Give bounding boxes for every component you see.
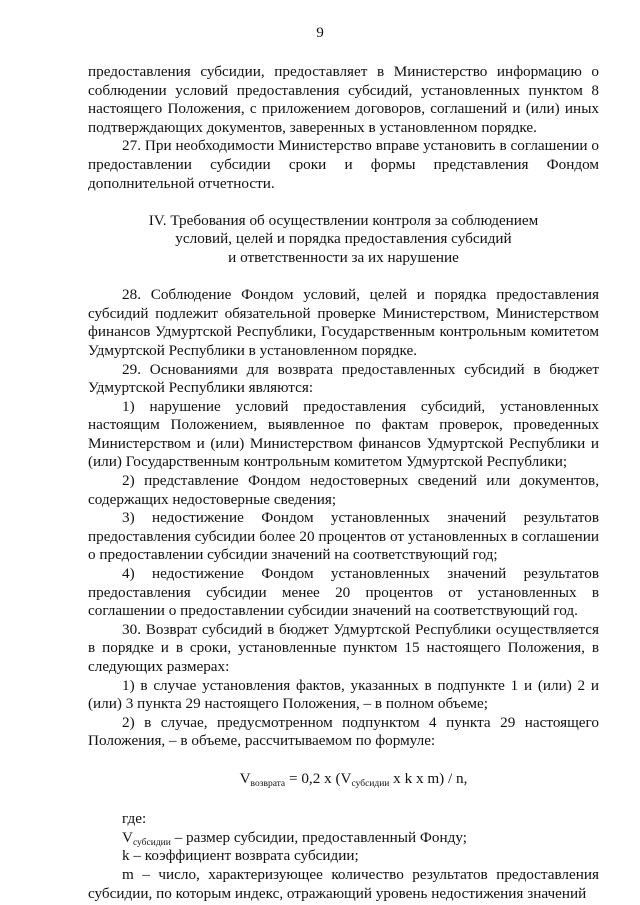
heading-line-3: и ответственности за их нарушение xyxy=(228,248,459,266)
paragraph-28: 28. Соблюдение Фондом условий, целей и порядка предоставления субсидий подлежит обязательной проверке Министерством, Министерством финансов Удмуртской Республики, Государственным контрольным комитетом Удмуртской Республики в установленном порядке. xyxy=(88,286,599,359)
paragraph-30-item-2: 2) в случае, предусмотренном подпунктом 4 пункта 29 настоящего Положения, – в объеме, рассчитываемом по формуле: xyxy=(88,713,599,750)
paragraph-29-item-4: 4) недостижение Фондом установленных значений результатов предоставления субсидии менее 20 процентов от установленных в соглашении о предоставлении субсидии значений на соответствующий год. xyxy=(88,565,599,620)
formula-v-return: V xyxy=(239,769,251,787)
paragraph-27: 27. При необходимости Министерство вправе установить в соглашении о предоставлении субсидии сроки и формы представления Фондом дополнительной отчетности. xyxy=(88,137,599,192)
formula-end: x k x m) / n, xyxy=(389,769,468,787)
formula-subscript-subsidy: субсидии xyxy=(351,778,390,789)
paragraph-continuation: предоставления субсидии, предоставляет в Министерство информацию о соблюдении условий предоставления субсидий, установленных пунктом 8 настоящего Положения, с приложением договоров, соглашений и (или) иных подтверждающих документов, заверенных в установленном порядке. xyxy=(88,63,599,136)
page-number: 9 xyxy=(316,24,324,41)
paragraph-29-item-3: 3) недостижение Фондом установленных значений результатов предоставления субсидии более 20 процентов от установленных в соглашении о предоставлении субсидии значений на соответствующий год; xyxy=(88,509,599,564)
definition-v-subsidy xyxy=(88,829,599,848)
where-label: где: xyxy=(122,810,147,828)
definition-k: k – коэффициент возврата субсидии; xyxy=(122,847,359,865)
heading-line-2: условий, целей и порядка предоставления субсидий xyxy=(175,230,512,248)
formula-middle: = 0,2 x (V xyxy=(285,769,352,787)
def-v-symbol: V xyxy=(122,828,133,846)
def-v-subscript: субсидии xyxy=(132,837,171,848)
paragraph-29: 29. Основаниями для возврата предоставленных субсидий в бюджет Удмуртской Республики являются: xyxy=(88,360,599,397)
paragraph-30: 30. Возврат субсидий в бюджет Удмуртской Республики осуществляется в порядке и в сроки, установленные пунктом 15 настоящего Положения, в следующих размерах: xyxy=(88,620,599,675)
return-formula xyxy=(88,770,599,789)
def-v-text: – размер субсидии, предоставленный Фонду; xyxy=(170,828,467,846)
paragraph-29-item-2: 2) представление Фондом недостоверных сведений или документов, содержащих недостоверные сведения; xyxy=(88,472,599,508)
heading-line-1: IV. Требования об осуществлении контроля за соблюдением xyxy=(148,211,539,229)
formula-subscript-return: возврата xyxy=(250,778,286,789)
section-heading xyxy=(88,212,599,268)
document-body xyxy=(88,63,599,903)
paragraph-29-item-1: 1) нарушение условий предоставления субсидий, установленных настоящим Положением, выявленное по фактам проверок, проведенных Министерством и (или) Министерством финансов Удмуртской Республики и (или) Государственным контрольным комитетом Удмуртской Республики; xyxy=(88,397,599,471)
paragraph-30-item-1: 1) в случае установления фактов, указанных в подпункте 1 и (или) 2 и (или) 3 пункта 29 настоящего Положения, – в полном объеме; xyxy=(88,676,599,713)
definition-m: m – число, характеризующее количество результатов предоставления субсидии, по которым индекс, отражающий уровень недостижения значений xyxy=(88,865,599,902)
